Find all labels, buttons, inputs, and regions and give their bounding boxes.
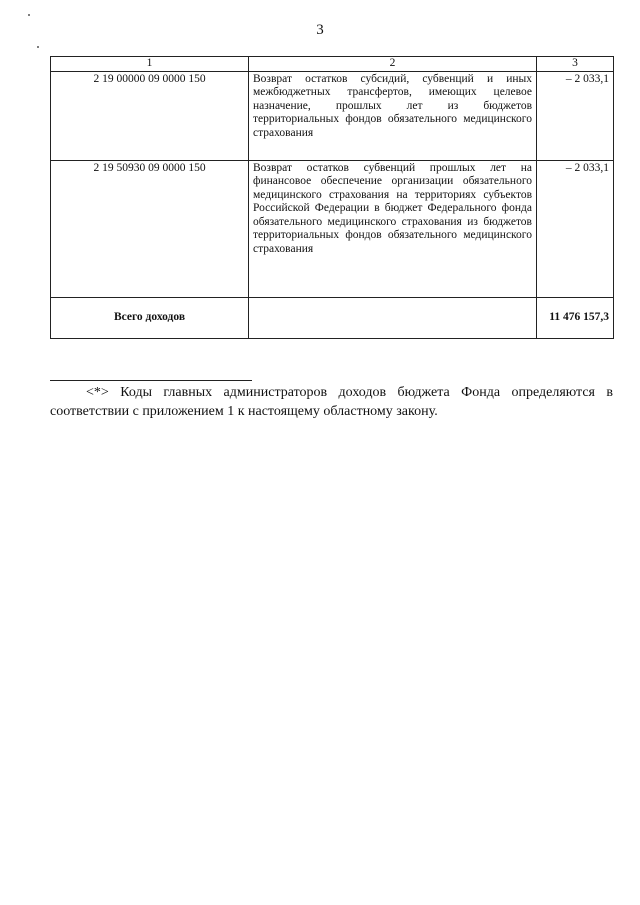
column-header-1: 1 xyxy=(51,57,249,72)
income-table xyxy=(50,56,614,339)
table-header-row xyxy=(51,57,614,72)
footnote-text: <*> Коды главных администраторов доходов бюджета Фонда определяются в соответствии с приложением 1 к настоящему областному закону. xyxy=(50,385,613,419)
total-row xyxy=(51,297,614,338)
income-code: 2 19 50930 09 0000 150 xyxy=(51,160,249,297)
page-number: 3 xyxy=(316,22,324,38)
income-description: Возврат остатков субвенций прошлых лет на финансовое обеспечение организации обязательного медицинского страхования на территориях субъектов Российской Федерации в бюджет Федерального фонда обязательного медицинского страхования из бюджетов территориальных фондов обязательного медицинского страхования xyxy=(249,160,537,297)
scan-speck xyxy=(28,14,30,16)
total-amount: 11 476 157,3 xyxy=(537,297,614,338)
footnote-divider xyxy=(50,380,252,381)
table-row xyxy=(51,71,614,160)
income-code: 2 19 00000 09 0000 150 xyxy=(51,71,249,160)
total-description xyxy=(249,297,537,338)
table-row xyxy=(51,160,614,297)
income-amount: – 2 033,1 xyxy=(537,71,614,160)
column-header-2: 2 xyxy=(249,57,537,72)
income-amount: – 2 033,1 xyxy=(537,160,614,297)
scan-speck xyxy=(37,46,39,48)
income-description: Возврат остатков субсидий, субвенций и иных межбюджетных трансфертов, имеющих целевое назначение, прошлых лет из бюджетов территориальных фондов обязательного медицинского страхования xyxy=(249,71,537,160)
total-label: Всего доходов xyxy=(51,297,249,338)
column-header-3: 3 xyxy=(537,57,614,72)
